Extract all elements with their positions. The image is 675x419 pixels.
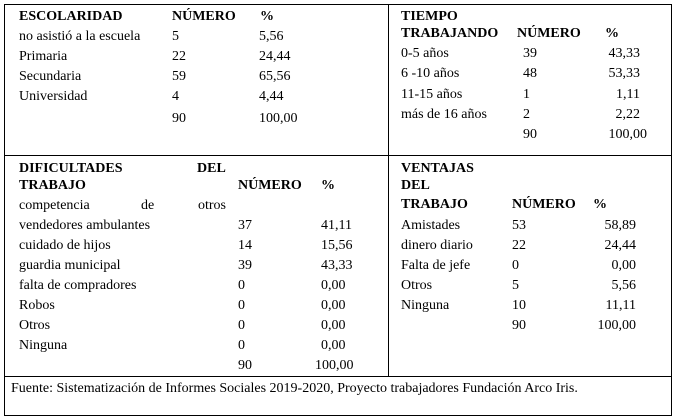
table-row-pct: 0,00	[321, 338, 346, 353]
table-row-label: de	[141, 198, 155, 213]
table-row-label: dinero diario	[401, 238, 473, 253]
table-row-pct: 41,11	[321, 218, 352, 233]
table-row-num: 14	[238, 238, 252, 253]
table-row-pct: 24,44	[259, 49, 291, 64]
table-row-num: 59	[172, 69, 186, 84]
table-row-label: no asistió a la escuela	[19, 29, 141, 44]
dificultades-numero-header: NÚMERO	[238, 178, 302, 193]
tiempo-numero-header: NÚMERO	[517, 26, 581, 41]
table-row-num: 0	[238, 338, 245, 353]
table-row-label: 11-15 años	[401, 87, 463, 102]
dificultades-pct-header: %	[321, 178, 335, 193]
table-row-label: falta de compradores	[19, 278, 137, 293]
table-row-num: 0	[238, 318, 245, 333]
table-row-pct: 43,33	[321, 258, 353, 273]
table-row-label: Ninguna	[401, 298, 450, 313]
total-num: 90	[512, 318, 526, 333]
table-row-pct: 15,56	[321, 238, 353, 253]
total-pct: 100,00	[259, 111, 298, 126]
table-row-label: Otros	[401, 278, 433, 293]
table-row-num: 1	[523, 87, 530, 102]
total-pct: 100,00	[608, 127, 647, 142]
table-row-label: vendedores ambulantes	[19, 218, 151, 233]
table-row-pct: 0,00	[321, 278, 346, 293]
total-pct: 100,00	[315, 358, 354, 373]
table-row-label: cuidado de hijos	[19, 238, 111, 253]
table-row-pct: 0,00	[321, 298, 346, 313]
table-row-num: 10	[512, 298, 526, 313]
table-row-num: 37	[238, 218, 252, 233]
table-row-pct: 4,44	[259, 89, 284, 104]
dificultades-header-trabajo: TRABAJO	[19, 178, 86, 193]
escolaridad-numero-header: NÚMERO	[172, 9, 236, 24]
table-row-label: Primaria	[19, 49, 68, 64]
ventajas-numero-header: NÚMERO	[512, 197, 576, 212]
table-row-num: 22	[172, 49, 186, 64]
table-row-pct: 0,00	[321, 318, 346, 333]
table-row-label: otros	[198, 198, 226, 213]
table-row-num: 48	[523, 66, 537, 81]
table-row-label: Secundaria	[19, 69, 82, 84]
table-row-num: 39	[238, 258, 252, 273]
table-row-label: competencia	[19, 198, 90, 213]
table-row-pct: 1,11	[616, 87, 640, 102]
dificultades-header-del: DEL	[197, 161, 226, 176]
table-row-pct: 5,56	[259, 29, 284, 44]
table-row-num: 39	[523, 46, 537, 61]
ventajas-header-del: DEL	[401, 178, 430, 193]
table-row-num: 0	[238, 278, 245, 293]
tiempo-pct-header: %	[605, 26, 619, 41]
table-row-num: 53	[512, 218, 526, 233]
footer-divider	[4, 376, 672, 377]
table-row-num: 5	[172, 29, 179, 44]
tiempo-header: TIEMPO	[401, 9, 458, 24]
table-row-pct: 58,89	[604, 218, 636, 233]
tiempo-header-2: TRABAJANDO	[401, 26, 499, 41]
table-row-num: 0	[512, 258, 519, 273]
total-num: 90	[172, 111, 186, 126]
table-row-label: Amistades	[401, 218, 461, 233]
dificultades-header: DIFICULTADES	[19, 161, 123, 176]
table-row-label: guardia municipal	[19, 258, 121, 273]
ventajas-header: VENTAJAS	[401, 161, 474, 176]
escolaridad-header: ESCOLARIDAD	[19, 9, 123, 24]
table-row-pct: 5,56	[611, 278, 636, 293]
total-num: 90	[523, 127, 537, 142]
horizontal-divider	[4, 155, 672, 156]
table-row-pct: 65,56	[259, 69, 291, 84]
table-row-label: 6 -10 años	[401, 66, 460, 81]
table-row-pct: 11,11	[605, 298, 636, 313]
table-row-num: 4	[172, 89, 179, 104]
table-row-pct: 43,33	[608, 46, 640, 61]
table-row-pct: 0,00	[611, 258, 636, 273]
table-row-num: 0	[238, 298, 245, 313]
table-row-label: Robos	[19, 298, 55, 313]
table-row-pct: 24,44	[604, 238, 636, 253]
table-row-label: más de 16 años	[401, 107, 487, 122]
ventajas-pct-header: %	[593, 197, 607, 212]
ventajas-header-trabajo: TRABAJO	[401, 197, 468, 212]
table-row-label: Ninguna	[19, 338, 68, 353]
table-row-label: Falta de jefe	[401, 258, 471, 273]
escolaridad-pct-header: %	[260, 9, 274, 24]
table-row-pct: 53,33	[608, 66, 640, 81]
table-row-num: 2	[523, 107, 530, 122]
vertical-divider	[388, 4, 389, 377]
table-row-label: 0-5 años	[401, 46, 449, 61]
table-row-pct: 2,22	[615, 107, 640, 122]
total-pct: 100,00	[597, 318, 636, 333]
table-row-num: 22	[512, 238, 526, 253]
table-row-label: Universidad	[19, 89, 88, 104]
table-row-label: Otros	[19, 318, 51, 333]
table-row-num: 5	[512, 278, 519, 293]
source-footnote: Fuente: Sistematización de Informes Sociales 2019-2020, Proyecto trabajadores Fundación Arco Iris.	[11, 381, 578, 396]
total-num: 90	[238, 358, 252, 373]
